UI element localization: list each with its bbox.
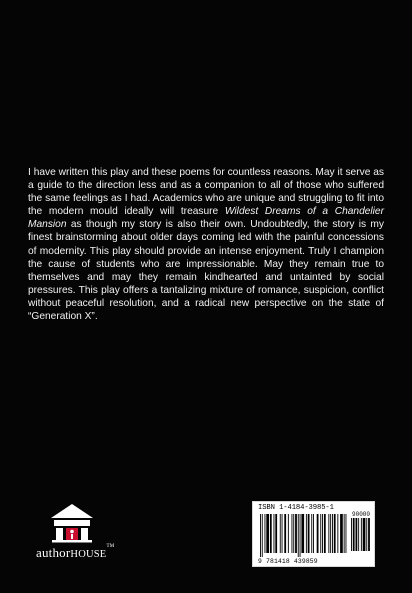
isbn-label: ISBN 1-4184-3985-1 xyxy=(258,504,334,512)
publisher-logo xyxy=(36,503,116,573)
blurb-text-intro: I have written this play and these poems for countless reasons. May it serve as a guide to the direction less and as a companion to all of those who suffered the same feelings as I had. Academics who are unique and struggling to fit into the modern mould ideally will treasure xyxy=(28,167,384,218)
price-code-label: 90000 xyxy=(352,511,371,518)
ean-number: 9 781418 439859 xyxy=(258,558,318,565)
publisher-name: authorHOUSE™ xyxy=(36,544,115,560)
isbn-barcode xyxy=(252,501,375,567)
blurb-book-title: Wildest Dreams of a Chandelier Mansion xyxy=(28,206,384,231)
back-cover-blurb xyxy=(28,166,384,323)
ean-barcode-bars xyxy=(260,514,348,557)
blurb-text-rest: as though my story is also their own. Undoubtedly, the story is my finest brainstorming about older days coming led with the painful concessions of modernity. This play should provide an intense enjoyment. Truly I champion the cause of students who are impressionable. May they remain true to themselves and may they remain kindhearted and untainted by social pressures. This play offers a tantalizing mixture of romance, suspicion, conflict without peaceful resolution, and a radical new perspective on the state of “Generation X”. xyxy=(28,219,384,323)
addon-barcode-bars xyxy=(351,518,372,555)
book-house-logo-icon xyxy=(49,503,95,543)
